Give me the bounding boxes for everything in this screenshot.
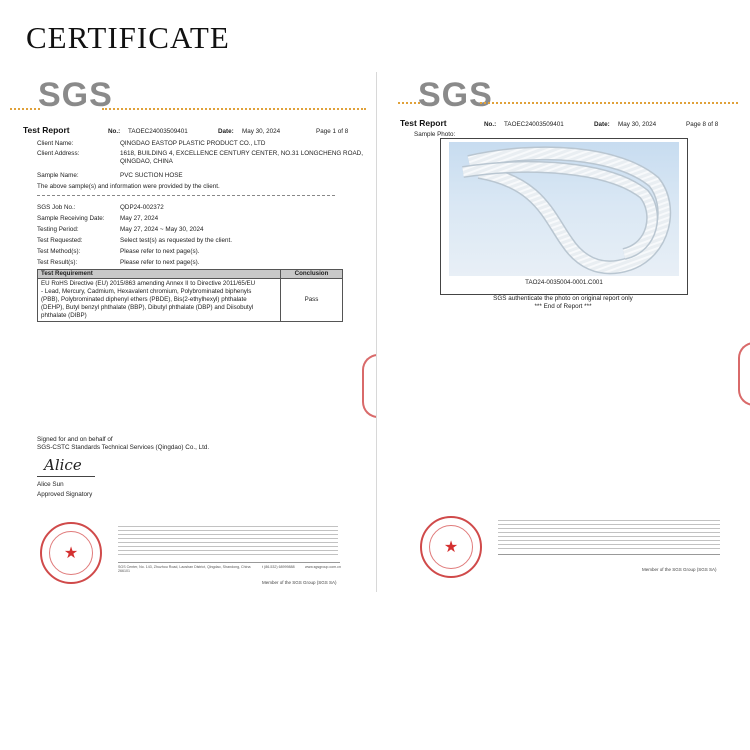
report-date-label: Date:	[218, 128, 234, 135]
member-line: Member of the SGS Group (SGS SA)	[642, 567, 717, 572]
table-header-requirement: Test Requirement	[38, 270, 281, 279]
conclusion-cell: Pass	[281, 279, 343, 322]
testing-period-label: Testing Period:	[37, 226, 79, 233]
star-icon: ★	[49, 531, 93, 575]
page-heading: CERTIFICATE	[26, 20, 230, 55]
sample-photo	[449, 142, 679, 276]
test-result-value: Please refer to next page(s).	[120, 259, 200, 266]
signature-line	[37, 476, 95, 477]
signed-line-1: Signed for and on behalf of	[37, 436, 113, 443]
page-number: Page 8 of 8	[686, 121, 719, 128]
signed-line-2: SGS-CSTC Standards Technical Services (Qingdao) Co., Ltd.	[37, 444, 210, 451]
requirement-line: - Lead, Mercury, Cadmium, Hexavalent chromium, Polybrominated biphenyls	[41, 288, 252, 295]
requirement-line: (PBB), Polybrominated diphenyl ethers (PBDE), Bis(2-ethylhexyl) phthalate	[41, 296, 247, 303]
footer-tel: t (86-532) 68999888	[262, 565, 295, 569]
page-stamp-edge	[362, 354, 377, 418]
report-page-1	[0, 72, 377, 592]
requirement-line: EU RoHS Directive (EU) 2015/863 amending Annex II to Directive 2011/65/EU	[41, 280, 256, 287]
signatory-name: Alice Sun	[37, 481, 64, 488]
client-name-value: QINGDAO EASTOP PLASTIC PRODUCT CO., LTD	[120, 140, 266, 147]
logo-dots-right	[480, 102, 738, 106]
report-page-8	[380, 72, 750, 592]
report-no-value: TAOEC24003509401	[504, 121, 564, 128]
requirement-cell	[38, 279, 281, 322]
table-row	[38, 279, 343, 322]
test-requested-label: Test Requested:	[37, 237, 83, 244]
sample-name-label: Sample Name:	[37, 172, 79, 179]
testing-period-value: May 27, 2024 ~ May 30, 2024	[120, 226, 204, 233]
test-result-label: Test Result(s):	[37, 259, 78, 266]
requirement-line: (DEHP), Butyl benzyl phthalate (BBP), Dibutyl phthalate (DBP) and Diisobutyl	[41, 304, 254, 311]
test-method-label: Test Method(s):	[37, 248, 81, 255]
report-no-label: No.:	[484, 121, 497, 128]
report-date-value: May 30, 2024	[618, 121, 657, 128]
client-address-label: Client Address:	[37, 150, 80, 157]
job-no-value: QDP24-002372	[120, 204, 164, 211]
client-name-label: Client Name:	[37, 140, 74, 147]
requirement-table	[37, 269, 343, 322]
page-number: Page 1 of 8	[316, 128, 349, 135]
company-seal	[420, 516, 482, 578]
photo-frame	[440, 138, 688, 295]
report-no-label: No.:	[108, 128, 121, 135]
sample-photo-label: Sample Photo:	[414, 131, 456, 138]
provided-note: The above sample(s) and information were provided by the client.	[37, 183, 220, 190]
star-icon: ★	[429, 525, 473, 569]
client-address-line1: 1618, BUILDING 4, EXCELLENCE CENTURY CENTER, NO.31 LONGCHENG ROAD,	[120, 150, 363, 157]
logo-dots-left	[10, 108, 40, 112]
hose-coil-image	[449, 142, 679, 276]
footer-terms	[118, 526, 338, 558]
report-date-label: Date:	[594, 121, 610, 128]
logo-dots-right	[102, 108, 366, 112]
sgs-logo: SGS	[418, 76, 493, 114]
authenticate-note: SGS authenticate the photo on original report only	[493, 295, 633, 302]
end-of-report: *** End of Report ***	[534, 303, 592, 310]
footer-address: SGS Center, No. 143, Zhuzhou Road, Laoshan District, Qingdao, Shandong, China 266101	[118, 565, 251, 574]
report-title: Test Report	[23, 125, 70, 135]
signatory-title: Approved Signatory	[37, 491, 93, 498]
requirement-line: phthalate (DIBP)	[41, 312, 87, 319]
table-header-conclusion: Conclusion	[281, 270, 343, 279]
report-date-value: May 30, 2024	[242, 128, 281, 135]
footer-terms	[498, 520, 720, 550]
photo-caption: TAO24-0035004-0001.C001	[525, 279, 603, 286]
logo-dots-left	[398, 102, 420, 106]
test-requested-value: Select test(s) as requested by the client.	[120, 237, 233, 244]
page-stamp-edge	[738, 342, 750, 406]
test-method-value: Please refer to next page(s).	[120, 248, 200, 255]
job-no-label: SGS Job No.:	[37, 204, 76, 211]
sample-name-value: PVC SUCTION HOSE	[120, 172, 183, 179]
company-seal	[40, 522, 102, 584]
receiving-date-label: Sample Receiving Date:	[37, 215, 105, 222]
receiving-date-value: May 27, 2024	[120, 215, 159, 222]
signature: Alice	[44, 456, 82, 474]
report-no-value: TAOEC24003509401	[128, 128, 188, 135]
sgs-logo: SGS	[38, 76, 113, 114]
divider	[37, 195, 335, 196]
member-line: Member of the SGS Group (SGS SA)	[262, 580, 337, 585]
footer-rule	[498, 554, 720, 555]
report-title: Test Report	[400, 118, 447, 128]
footer-rule	[118, 562, 340, 563]
footer-web: www.sgsgroup.com.cn	[305, 565, 341, 569]
client-address-line2: QINGDAO, CHINA	[120, 158, 173, 165]
